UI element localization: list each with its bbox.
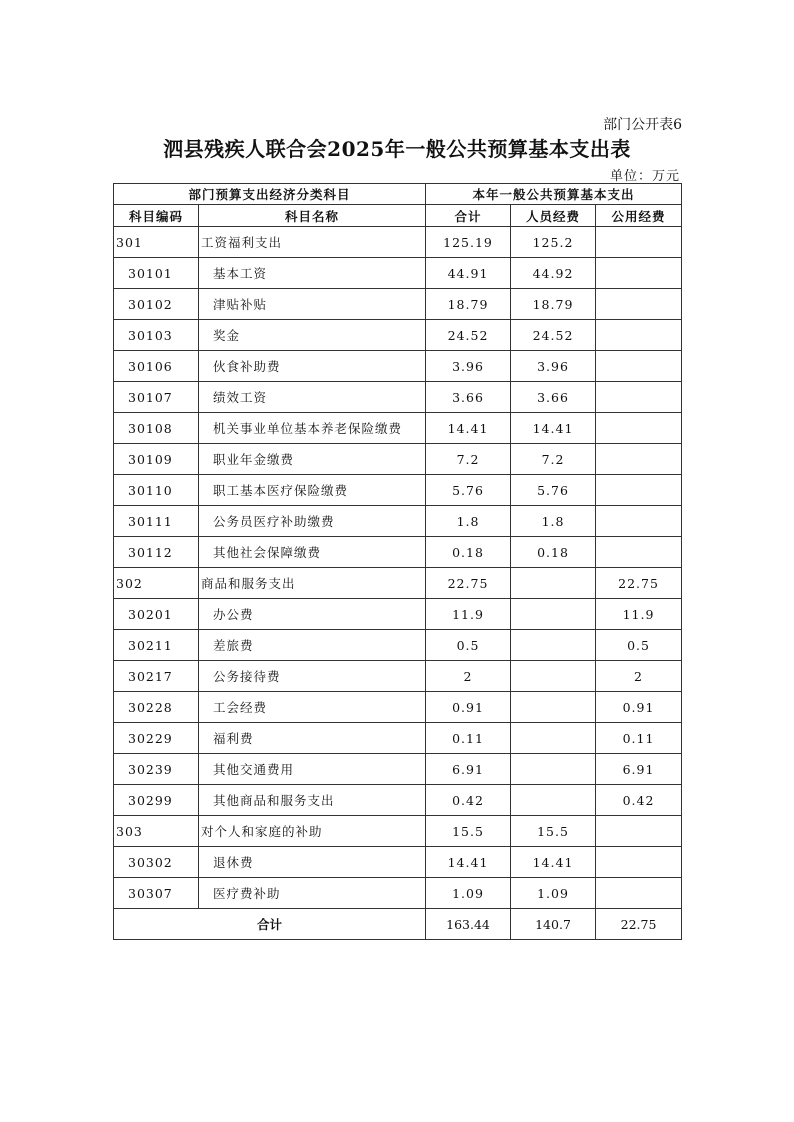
subject-code: 302 [114, 568, 199, 599]
total-amount: 14.41 [426, 413, 511, 444]
personnel-amount [511, 599, 596, 630]
header-column-row [114, 205, 682, 227]
personnel-amount: 0.18 [511, 537, 596, 568]
total-amount: 22.75 [426, 568, 511, 599]
table-row [114, 382, 682, 413]
personnel-amount [511, 630, 596, 661]
subject-name: 差旅费 [199, 630, 426, 661]
total-sum: 163.44 [426, 909, 511, 940]
subject-name: 工会经费 [199, 692, 426, 723]
public-amount: 22.75 [596, 568, 682, 599]
public-amount [596, 847, 682, 878]
total-amount: 14.41 [426, 847, 511, 878]
total-amount: 6.91 [426, 754, 511, 785]
total-amount: 0.5 [426, 630, 511, 661]
personnel-amount: 14.41 [511, 847, 596, 878]
public-amount: 6.91 [596, 754, 682, 785]
public-amount [596, 816, 682, 847]
public-amount [596, 475, 682, 506]
public-amount [596, 878, 682, 909]
subject-name: 伙食补助费 [199, 351, 426, 382]
header-group-basic-expenditure: 本年一般公共预算基本支出 [426, 184, 682, 205]
subject-code: 30103 [114, 320, 199, 351]
total-amount: 2 [426, 661, 511, 692]
personnel-amount [511, 754, 596, 785]
table-row [114, 785, 682, 816]
subject-code: 30110 [114, 475, 199, 506]
subject-name: 其他社会保障缴费 [199, 537, 426, 568]
personnel-amount [511, 568, 596, 599]
table-row [114, 537, 682, 568]
subject-code: 30112 [114, 537, 199, 568]
total-amount: 1.8 [426, 506, 511, 537]
table-row [114, 847, 682, 878]
table-row [114, 630, 682, 661]
subject-code: 30211 [114, 630, 199, 661]
public-amount [596, 320, 682, 351]
subject-code: 303 [114, 816, 199, 847]
subject-code: 30111 [114, 506, 199, 537]
total-amount: 3.96 [426, 351, 511, 382]
public-amount [596, 227, 682, 258]
table-row [114, 351, 682, 382]
total-label: 合计 [114, 909, 426, 940]
subject-name: 商品和服务支出 [199, 568, 426, 599]
total-amount: 125.19 [426, 227, 511, 258]
subject-name: 职业年金缴费 [199, 444, 426, 475]
subject-name: 职工基本医疗保险缴费 [199, 475, 426, 506]
table-row [114, 568, 682, 599]
table-row [114, 320, 682, 351]
header-public-expense: 公用经费 [596, 205, 682, 227]
total-amount: 5.76 [426, 475, 511, 506]
table-row [114, 413, 682, 444]
table-row [114, 475, 682, 506]
personnel-amount: 18.79 [511, 289, 596, 320]
total-amount: 24.52 [426, 320, 511, 351]
subject-code: 30229 [114, 723, 199, 754]
total-amount: 3.66 [426, 382, 511, 413]
personnel-amount: 3.96 [511, 351, 596, 382]
unit-label: 单位：万元 [609, 169, 680, 184]
personnel-amount: 1.8 [511, 506, 596, 537]
subject-code: 30217 [114, 661, 199, 692]
subject-code: 30228 [114, 692, 199, 723]
public-amount: 0.91 [596, 692, 682, 723]
public-amount [596, 382, 682, 413]
subject-code: 30102 [114, 289, 199, 320]
personnel-amount: 14.41 [511, 413, 596, 444]
public-amount [596, 289, 682, 320]
subject-code: 30107 [114, 382, 199, 413]
table-row [114, 754, 682, 785]
table-row [114, 258, 682, 289]
subject-name: 机关事业单位基本养老保险缴费 [199, 413, 426, 444]
subject-code: 30106 [114, 351, 199, 382]
subject-code: 30302 [114, 847, 199, 878]
public-amount: 0.11 [596, 723, 682, 754]
total-amount: 0.18 [426, 537, 511, 568]
subject-code: 30108 [114, 413, 199, 444]
subject-name: 退休费 [199, 847, 426, 878]
personnel-amount [511, 692, 596, 723]
personnel-amount: 5.76 [511, 475, 596, 506]
table-row [114, 878, 682, 909]
total-amount: 0.91 [426, 692, 511, 723]
total-amount: 0.11 [426, 723, 511, 754]
table-row [114, 723, 682, 754]
total-amount: 0.42 [426, 785, 511, 816]
header-total: 合计 [426, 205, 511, 227]
personnel-amount: 7.2 [511, 444, 596, 475]
total-amount: 18.79 [426, 289, 511, 320]
public-amount: 0.42 [596, 785, 682, 816]
table-body [114, 227, 682, 909]
subject-code: 30299 [114, 785, 199, 816]
table-row [114, 227, 682, 258]
subject-code: 30307 [114, 878, 199, 909]
total-personnel: 140.7 [511, 909, 596, 940]
subject-code: 30109 [114, 444, 199, 475]
personnel-amount: 3.66 [511, 382, 596, 413]
subject-name: 公务员医疗补助缴费 [199, 506, 426, 537]
subject-name: 医疗费补助 [199, 878, 426, 909]
public-amount [596, 351, 682, 382]
public-amount [596, 444, 682, 475]
header-group-economic-class: 部门预算支出经济分类科目 [114, 184, 426, 205]
personnel-amount: 44.92 [511, 258, 596, 289]
subject-name: 其他交通费用 [199, 754, 426, 785]
table-row [114, 661, 682, 692]
budget-table [113, 183, 682, 940]
subject-code: 30101 [114, 258, 199, 289]
table-row [114, 692, 682, 723]
header-group-row [114, 184, 682, 205]
total-amount: 11.9 [426, 599, 511, 630]
form-number: 部门公开表6 [603, 117, 682, 133]
subject-name: 对个人和家庭的补助 [199, 816, 426, 847]
public-amount [596, 506, 682, 537]
page-title: 泗县残疾人联合会2025年一般公共预算基本支出表 [163, 137, 631, 161]
total-amount: 44.91 [426, 258, 511, 289]
personnel-amount: 24.52 [511, 320, 596, 351]
subject-name: 基本工资 [199, 258, 426, 289]
public-amount: 2 [596, 661, 682, 692]
total-amount: 1.09 [426, 878, 511, 909]
table-row [114, 444, 682, 475]
subject-name: 工资福利支出 [199, 227, 426, 258]
subject-name: 津贴补贴 [199, 289, 426, 320]
public-amount [596, 537, 682, 568]
public-amount: 11.9 [596, 599, 682, 630]
subject-code: 30239 [114, 754, 199, 785]
table-row [114, 599, 682, 630]
personnel-amount [511, 661, 596, 692]
subject-code: 30201 [114, 599, 199, 630]
subject-name: 其他商品和服务支出 [199, 785, 426, 816]
personnel-amount: 1.09 [511, 878, 596, 909]
subject-name: 绩效工资 [199, 382, 426, 413]
personnel-amount [511, 723, 596, 754]
table-row [114, 506, 682, 537]
subject-name: 公务接待费 [199, 661, 426, 692]
header-personnel-expense: 人员经费 [511, 205, 596, 227]
table-header [114, 184, 682, 227]
total-row [114, 909, 682, 940]
personnel-amount: 15.5 [511, 816, 596, 847]
subject-name: 办公费 [199, 599, 426, 630]
personnel-amount: 125.2 [511, 227, 596, 258]
table-row [114, 289, 682, 320]
public-amount [596, 258, 682, 289]
public-amount [596, 413, 682, 444]
subject-code: 301 [114, 227, 199, 258]
subject-name: 福利费 [199, 723, 426, 754]
subject-name: 奖金 [199, 320, 426, 351]
total-amount: 15.5 [426, 816, 511, 847]
total-public: 22.75 [596, 909, 682, 940]
table-row [114, 816, 682, 847]
personnel-amount [511, 785, 596, 816]
header-subject-code: 科目编码 [114, 205, 199, 227]
total-amount: 7.2 [426, 444, 511, 475]
public-amount: 0.5 [596, 630, 682, 661]
header-subject-name: 科目名称 [199, 205, 426, 227]
